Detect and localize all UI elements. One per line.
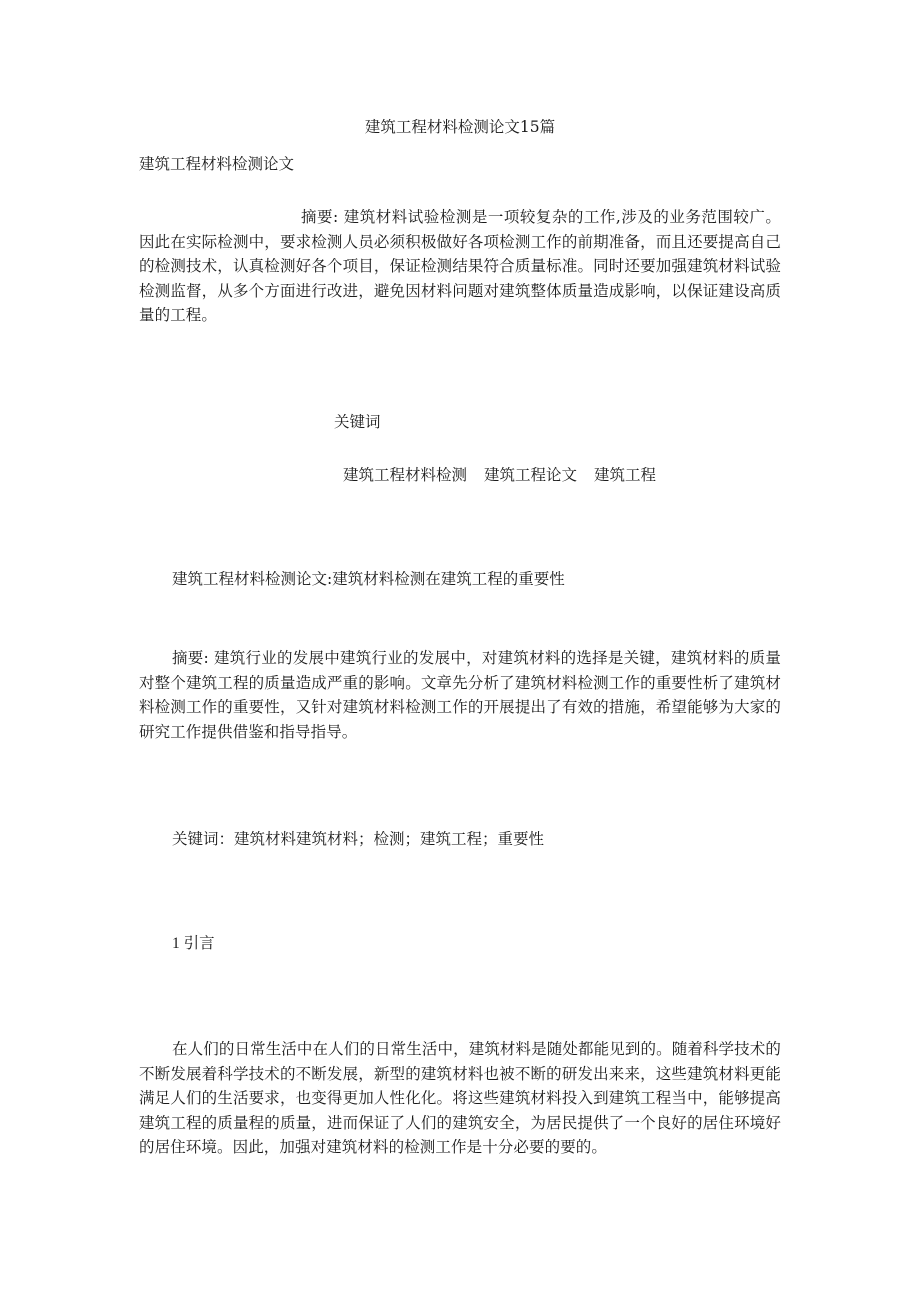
keyword-item: 建筑工程 — [594, 466, 657, 484]
abstract-paragraph-2: 摘要: 建筑行业的发展中建筑行业的发展中，对建筑材料的选择是关键，建筑材料的质量对整个建筑工程的质量造成严重的影响。文章先分析了建筑材料检测工作的重要性析了建筑材料检测工作的重要性，又针对建筑材料检测工作的开展提出了有效的措施，希望能够为大家的研究工作提供借鉴和指导指导。 — [139, 649, 781, 741]
document-subtitle: 建筑工程材料检测论文 — [139, 155, 295, 173]
intro-paragraph: 在人们的日常生活中在人们的日常生活中，建筑材料是随处都能见到的。随着科学技术的不断发展着科学技术的不断发展，新型的建筑材料也被不断的研发出来来，这些建筑材料更能满足人们的生活要求，也变得更加人性化化。将这些建筑材料投入到建筑工程当中，能够提高建筑工程的质量程的质量，进而保证了人们的建筑安全，为居民提供了一个良好的居住环境好的居住环境。因此，加强对建筑材料的检测工作是十分必要的要的。 — [139, 1040, 781, 1156]
abstract-paragraph-1: 摘要: 建筑材料试验检测是一项较复杂的工作,涉及的业务范围较广。因此在实际检测中，要求检测人员必须积极做好各项检测工作的前期准备，而且还要提高自己的检测技术，认真检测好各个项目，保证检测结果符合质量标准。同时还要加强建筑材料试验检测监督，从多个方面进行改进，避免因材料问题对建筑整体质量造成影响，以保证建设高质量的工程。 — [139, 208, 781, 324]
keywords-list — [343, 464, 656, 486]
article-title: 建筑工程材料检测论文:建筑材料检测在建筑工程的重要性 — [172, 570, 565, 588]
document-title: 建筑工程材料检测论文15篇 — [364, 118, 556, 136]
keyword-item: 建筑工程材料检测 — [343, 466, 468, 484]
keywords-line: 关键词：建筑材料建筑材料；检测；建筑工程；重要性 — [172, 830, 545, 848]
keywords-heading: 关键词 — [334, 413, 381, 431]
keyword-item: 建筑工程论文 — [484, 466, 578, 484]
section-heading: 1 引言 — [172, 935, 215, 952]
